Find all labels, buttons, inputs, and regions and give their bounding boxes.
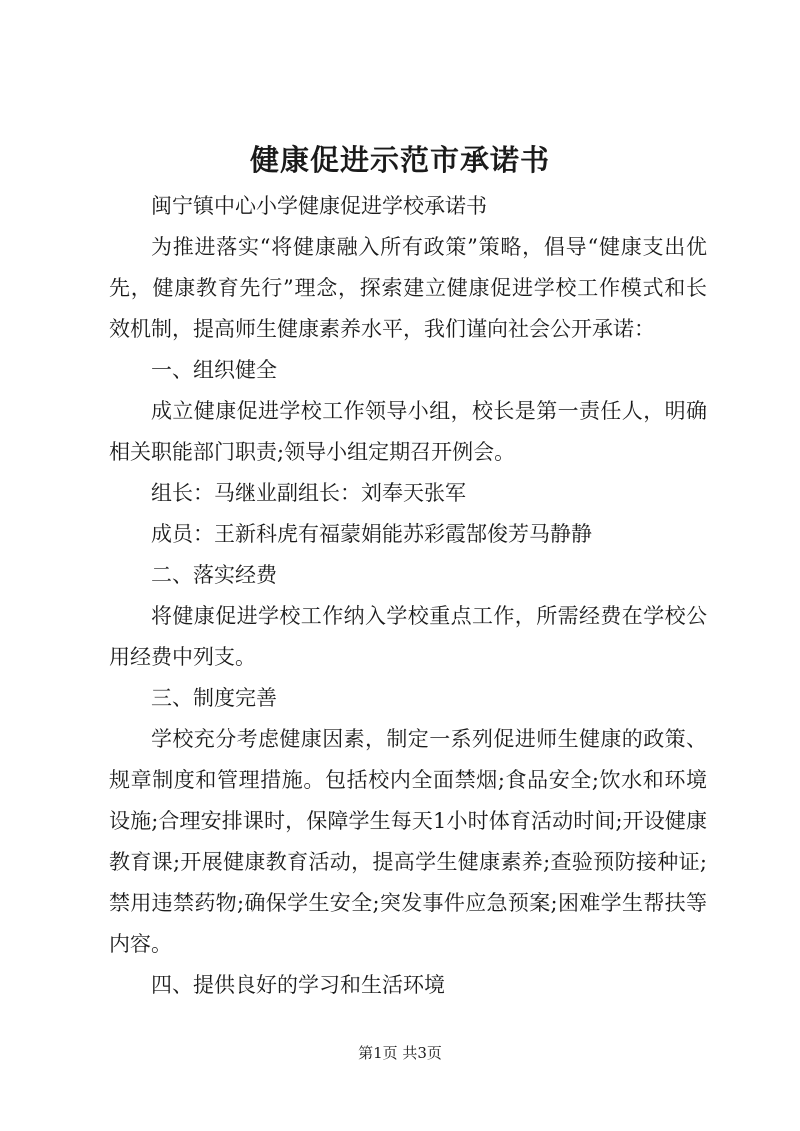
- section-heading-1: 一、组织健全: [151, 358, 277, 382]
- paragraph-organization: 成立健康促进学校工作领导小组，校长是第一责任人，明确相关职能部门职责;领导小组定期召开例会。: [109, 399, 707, 464]
- paragraph-members: 成员：王新科虎有福蒙娟能苏彩霞郜俊芳马静静: [151, 522, 592, 546]
- document-title: 健康促进示范市承诺书: [249, 143, 550, 177]
- section-heading-3: 三、制度完善: [151, 686, 277, 710]
- document-body: [109, 186, 707, 1006]
- section-heading-2: 二、落实经费: [151, 563, 277, 587]
- paragraph-policies: 学校充分考虑健康因素，制定一系列促进师生健康的政策、规章制度和管理措施。包括校内全面禁烟;食品安全;饮水和环境设施;合理安排课时，保障学生每天1小时体育活动时间;开设健康教育课;开展健康教育活动，提高学生健康素养;查验预防接种证;禁用违禁药物;确保学生安全;突发事件应急预案;困难学生帮扶等内容。: [109, 727, 707, 956]
- paragraph-leaders: 组长：马继业副组长：刘奉天张军: [151, 481, 466, 505]
- paragraph-school-title: 闽宁镇中心小学健康促进学校承诺书: [151, 194, 487, 218]
- section-heading-4: 四、提供良好的学习和生活环境: [151, 973, 445, 997]
- paragraph-funding: 将健康促进学校工作纳入学校重点工作，所需经费在学校公用经费中列支。: [109, 604, 707, 669]
- paragraph-intro: 为推进落实“将健康融入所有政策”策略，倡导“健康支出优先，健康教育先行”理念，探索建立健康促进学校工作模式和长效机制，提高师生健康素养水平，我们谨向社会公开承诺：: [109, 235, 707, 341]
- page-footer: 第1页 共3页: [358, 1044, 442, 1062]
